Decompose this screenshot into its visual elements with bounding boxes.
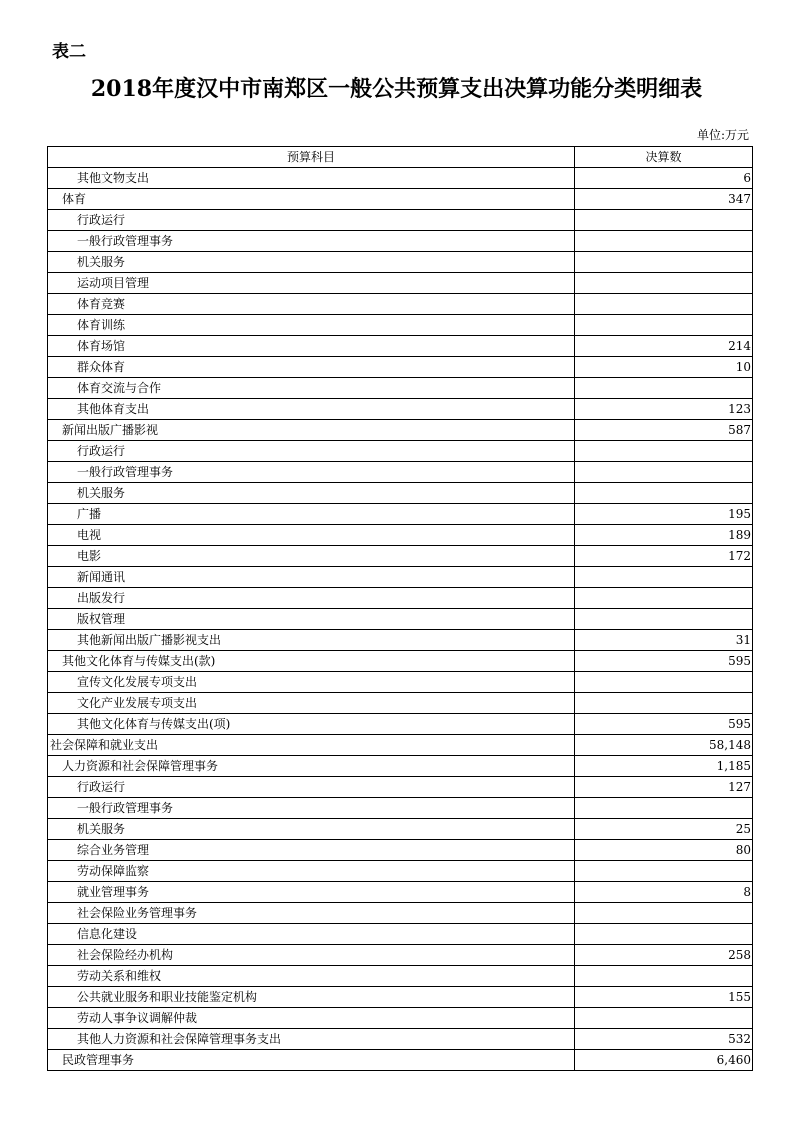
table-row xyxy=(48,399,753,420)
budget-subject-cell: 劳动保障监察 xyxy=(48,861,575,882)
budget-subject-cell: 社会保险经办机构 xyxy=(48,945,575,966)
report-title: 2018年度汉中市南郑区一般公共预算支出决算功能分类明细表 xyxy=(90,76,703,102)
table-header xyxy=(48,147,753,168)
final-amount-cell: 58,148 xyxy=(575,735,753,756)
final-amount-cell xyxy=(575,378,753,399)
table-row xyxy=(48,189,753,210)
budget-subject-cell: 体育场馆 xyxy=(48,336,575,357)
budget-subject-cell: 宣传文化发展专项支出 xyxy=(48,672,575,693)
final-amount-cell: 595 xyxy=(575,651,753,672)
final-amount-cell: 127 xyxy=(575,777,753,798)
final-amount-cell xyxy=(575,294,753,315)
budget-subject-cell: 电视 xyxy=(48,525,575,546)
header-budget-subject: 预算科目 xyxy=(48,147,575,168)
final-amount-cell: 258 xyxy=(575,945,753,966)
table-row xyxy=(48,924,753,945)
final-amount-cell xyxy=(575,315,753,336)
final-amount-cell xyxy=(575,231,753,252)
table-row xyxy=(48,588,753,609)
budget-subject-cell: 新闻通讯 xyxy=(48,567,575,588)
final-amount-cell: 172 xyxy=(575,546,753,567)
budget-subject-cell: 其他文化体育与传媒支出(款) xyxy=(48,651,575,672)
table-row xyxy=(48,567,753,588)
table-row xyxy=(48,966,753,987)
final-amount-cell: 10 xyxy=(575,357,753,378)
final-amount-cell: 155 xyxy=(575,987,753,1008)
table-row xyxy=(48,861,753,882)
table-row xyxy=(48,903,753,924)
table-body xyxy=(48,168,753,1071)
table-row xyxy=(48,840,753,861)
table-row xyxy=(48,336,753,357)
final-amount-cell: 6 xyxy=(575,168,753,189)
budget-subject-cell: 机关服务 xyxy=(48,483,575,504)
table-row xyxy=(48,714,753,735)
table-row xyxy=(48,315,753,336)
final-amount-cell xyxy=(575,483,753,504)
budget-subject-cell: 一般行政管理事务 xyxy=(48,462,575,483)
final-amount-cell xyxy=(575,210,753,231)
budget-subject-cell: 体育 xyxy=(48,189,575,210)
table-row xyxy=(48,441,753,462)
table-row xyxy=(48,168,753,189)
table-row xyxy=(48,777,753,798)
table-row xyxy=(48,420,753,441)
final-amount-cell xyxy=(575,273,753,294)
table-row xyxy=(48,483,753,504)
table-row xyxy=(48,462,753,483)
table-row xyxy=(48,525,753,546)
table-row xyxy=(48,798,753,819)
final-amount-cell xyxy=(575,861,753,882)
final-amount-cell xyxy=(575,903,753,924)
final-amount-cell: 123 xyxy=(575,399,753,420)
final-amount-cell xyxy=(575,672,753,693)
budget-subject-cell: 其他人力资源和社会保障管理事务支出 xyxy=(48,1029,575,1050)
budget-subject-cell: 版权管理 xyxy=(48,609,575,630)
final-amount-cell xyxy=(575,462,753,483)
table-row xyxy=(48,294,753,315)
final-amount-cell: 189 xyxy=(575,525,753,546)
table-row xyxy=(48,273,753,294)
table-row xyxy=(48,1008,753,1029)
final-amount-cell: 25 xyxy=(575,819,753,840)
table-row xyxy=(48,987,753,1008)
table-row xyxy=(48,504,753,525)
final-amount-cell: 195 xyxy=(575,504,753,525)
header-final-amount: 决算数 xyxy=(575,147,753,168)
table-row xyxy=(48,945,753,966)
final-amount-cell: 1,185 xyxy=(575,756,753,777)
budget-subject-cell: 就业管理事务 xyxy=(48,882,575,903)
budget-subject-cell: 体育竞赛 xyxy=(48,294,575,315)
table-row xyxy=(48,819,753,840)
table-row xyxy=(48,378,753,399)
budget-subject-cell: 行政运行 xyxy=(48,210,575,231)
budget-subject-cell: 其他文物支出 xyxy=(48,168,575,189)
budget-subject-cell: 其他新闻出版广播影视支出 xyxy=(48,630,575,651)
budget-subject-cell: 劳动关系和维权 xyxy=(48,966,575,987)
budget-subject-cell: 行政运行 xyxy=(48,777,575,798)
budget-subject-cell: 机关服务 xyxy=(48,819,575,840)
table-row xyxy=(48,252,753,273)
table-row xyxy=(48,1050,753,1071)
budget-subject-cell: 人力资源和社会保障管理事务 xyxy=(48,756,575,777)
budget-subject-cell: 电影 xyxy=(48,546,575,567)
budget-subject-cell: 民政管理事务 xyxy=(48,1050,575,1071)
final-amount-cell: 6,460 xyxy=(575,1050,753,1071)
final-amount-cell xyxy=(575,924,753,945)
table-row xyxy=(48,1029,753,1050)
table-row xyxy=(48,882,753,903)
final-amount-cell: 347 xyxy=(575,189,753,210)
budget-subject-cell: 综合业务管理 xyxy=(48,840,575,861)
final-amount-cell xyxy=(575,252,753,273)
table-row xyxy=(48,210,753,231)
table-row xyxy=(48,630,753,651)
final-amount-cell: 80 xyxy=(575,840,753,861)
budget-subject-cell: 新闻出版广播影视 xyxy=(48,420,575,441)
table-number-label: 表二 xyxy=(52,42,86,62)
final-amount-cell: 8 xyxy=(575,882,753,903)
table-row xyxy=(48,609,753,630)
table-row xyxy=(48,672,753,693)
budget-subject-cell: 行政运行 xyxy=(48,441,575,462)
final-amount-cell xyxy=(575,798,753,819)
budget-subject-cell: 广播 xyxy=(48,504,575,525)
budget-subject-cell: 信息化建设 xyxy=(48,924,575,945)
table-row xyxy=(48,231,753,252)
budget-subject-cell: 运动项目管理 xyxy=(48,273,575,294)
unit-label: 单位:万元 xyxy=(696,128,749,142)
budget-subject-cell: 体育交流与合作 xyxy=(48,378,575,399)
budget-subject-cell: 社会保障和就业支出 xyxy=(48,735,575,756)
budget-subject-cell: 群众体育 xyxy=(48,357,575,378)
header-row xyxy=(48,147,753,168)
table-row xyxy=(48,756,753,777)
table-row xyxy=(48,735,753,756)
final-amount-cell xyxy=(575,609,753,630)
final-amount-cell xyxy=(575,966,753,987)
table-row xyxy=(48,693,753,714)
table-row xyxy=(48,651,753,672)
budget-subject-cell: 其他体育支出 xyxy=(48,399,575,420)
final-amount-cell xyxy=(575,588,753,609)
budget-subject-cell: 机关服务 xyxy=(48,252,575,273)
table-row xyxy=(48,546,753,567)
budget-subject-cell: 公共就业服务和职业技能鉴定机构 xyxy=(48,987,575,1008)
budget-subject-cell: 出版发行 xyxy=(48,588,575,609)
final-amount-cell xyxy=(575,693,753,714)
budget-subject-cell: 劳动人事争议调解仲裁 xyxy=(48,1008,575,1029)
final-amount-cell: 587 xyxy=(575,420,753,441)
budget-subject-cell: 社会保险业务管理事务 xyxy=(48,903,575,924)
final-amount-cell xyxy=(575,441,753,462)
budget-subject-cell: 文化产业发展专项支出 xyxy=(48,693,575,714)
budget-subject-cell: 体育训练 xyxy=(48,315,575,336)
budget-subject-cell: 一般行政管理事务 xyxy=(48,231,575,252)
final-amount-cell xyxy=(575,1008,753,1029)
budget-subject-cell: 其他文化体育与传媒支出(项) xyxy=(48,714,575,735)
final-amount-cell: 31 xyxy=(575,630,753,651)
budget-subject-cell: 一般行政管理事务 xyxy=(48,798,575,819)
final-amount-cell: 214 xyxy=(575,336,753,357)
final-amount-cell: 595 xyxy=(575,714,753,735)
final-amount-cell xyxy=(575,567,753,588)
final-amount-cell: 532 xyxy=(575,1029,753,1050)
expenditure-table xyxy=(47,146,753,1071)
table-row xyxy=(48,357,753,378)
